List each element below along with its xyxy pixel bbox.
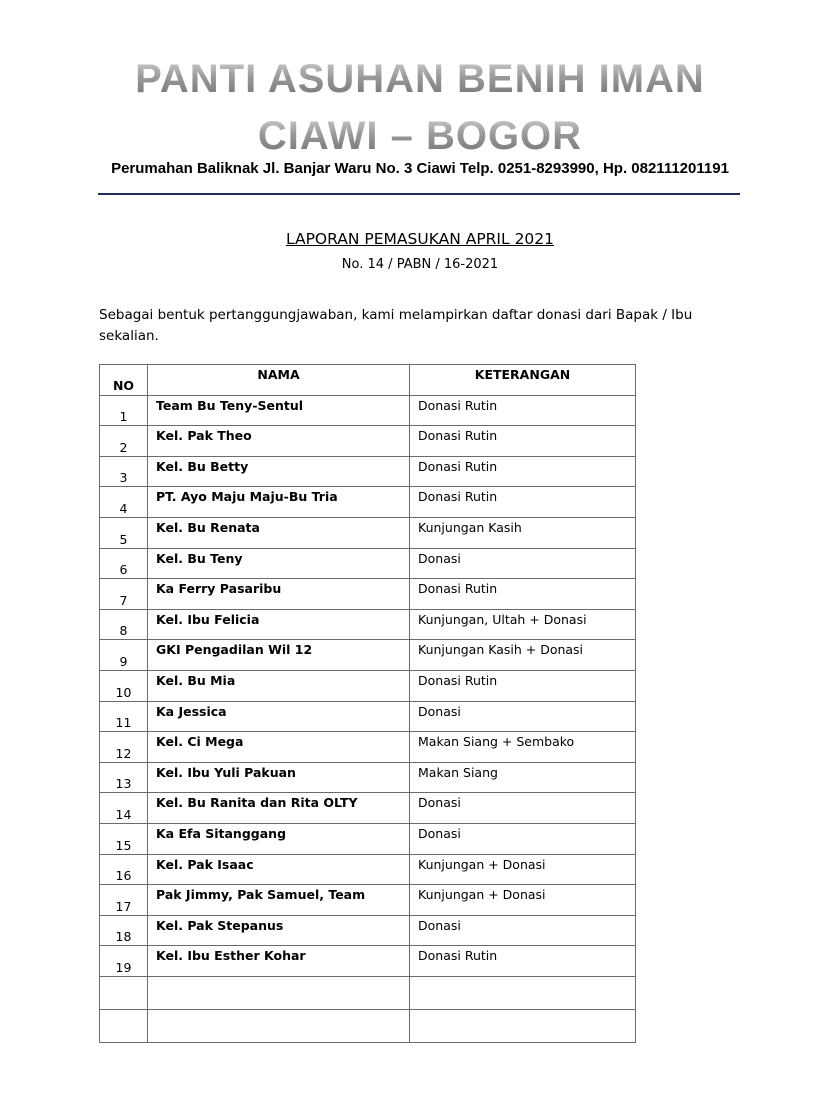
row-nama bbox=[148, 1009, 410, 1042]
row-nama: Kel. Bu Betty bbox=[148, 456, 410, 487]
row-nama bbox=[148, 976, 410, 1009]
row-keterangan: Donasi bbox=[410, 701, 636, 732]
report-title: LAPORAN PEMASUKAN APRIL 2021 bbox=[285, 230, 555, 248]
row-number: 14 bbox=[100, 793, 148, 824]
row-keterangan bbox=[410, 976, 636, 1009]
row-keterangan: Donasi bbox=[410, 823, 636, 854]
row-number bbox=[100, 976, 148, 1009]
row-number: 15 bbox=[100, 823, 148, 854]
header-no: NO bbox=[100, 365, 148, 396]
row-nama: Kel. Bu Mia bbox=[148, 670, 410, 701]
table-row bbox=[100, 854, 636, 885]
table-body bbox=[100, 395, 636, 1042]
table-row bbox=[100, 426, 636, 457]
row-keterangan: Donasi Rutin bbox=[410, 456, 636, 487]
row-nama: Kel. Bu Renata bbox=[148, 517, 410, 548]
row-nama: Kel. Pak Stepanus bbox=[148, 915, 410, 946]
header-keterangan: KETERANGAN bbox=[410, 365, 636, 396]
row-keterangan: Donasi Rutin bbox=[410, 426, 636, 457]
table-row bbox=[100, 579, 636, 610]
row-keterangan: Makan Siang + Sembako bbox=[410, 732, 636, 763]
row-number: 2 bbox=[100, 426, 148, 457]
table-row bbox=[100, 946, 636, 977]
table-row bbox=[100, 670, 636, 701]
table-row bbox=[100, 732, 636, 763]
row-number: 7 bbox=[100, 579, 148, 610]
table-row bbox=[100, 395, 636, 426]
row-number: 13 bbox=[100, 762, 148, 793]
row-number: 5 bbox=[100, 517, 148, 548]
row-keterangan: Donasi Rutin bbox=[410, 395, 636, 426]
donation-table bbox=[99, 364, 636, 1043]
letterhead-title-line-2: CIAWI – BOGOR bbox=[0, 113, 840, 159]
row-number: 12 bbox=[100, 732, 148, 763]
row-nama: Pak Jimmy, Pak Samuel, Team bbox=[148, 885, 410, 916]
table-row bbox=[100, 609, 636, 640]
row-number: 4 bbox=[100, 487, 148, 518]
row-keterangan: Kunjungan Kasih bbox=[410, 517, 636, 548]
row-keterangan: Donasi Rutin bbox=[410, 946, 636, 977]
header-nama: NAMA bbox=[148, 365, 410, 396]
table-row bbox=[100, 456, 636, 487]
row-number: 11 bbox=[100, 701, 148, 732]
table-row bbox=[100, 487, 636, 518]
table-row bbox=[100, 976, 636, 1009]
row-number: 9 bbox=[100, 640, 148, 671]
table-row bbox=[100, 517, 636, 548]
row-number: 1 bbox=[100, 395, 148, 426]
letterhead-title-line-1: PANTI ASUHAN BENIH IMAN bbox=[0, 56, 840, 102]
intro-paragraph: Sebagai bentuk pertanggungjawaban, kami melampirkan daftar donasi dari Bapak / Ibu sekalian. bbox=[99, 307, 693, 344]
row-nama: Kel. Bu Ranita dan Rita OLTY bbox=[148, 793, 410, 824]
row-number: 16 bbox=[100, 854, 148, 885]
row-number: 6 bbox=[100, 548, 148, 579]
row-keterangan: Kunjungan + Donasi bbox=[410, 854, 636, 885]
row-nama: PT. Ayo Maju Maju-Bu Tria bbox=[148, 487, 410, 518]
table-row bbox=[100, 1009, 636, 1042]
letterhead-address: Perumahan Baliknak Jl. Banjar Waru No. 3 Ciawi Telp. 0251-8293990, Hp. 082111201191 bbox=[111, 160, 729, 177]
row-nama: Kel. Pak Isaac bbox=[148, 854, 410, 885]
row-keterangan: Kunjungan Kasih + Donasi bbox=[410, 640, 636, 671]
row-nama: Kel. Ci Mega bbox=[148, 732, 410, 763]
row-keterangan: Kunjungan, Ultah + Donasi bbox=[410, 609, 636, 640]
row-nama: Kel. Ibu Yuli Pakuan bbox=[148, 762, 410, 793]
row-keterangan: Donasi Rutin bbox=[410, 670, 636, 701]
row-keterangan: Kunjungan + Donasi bbox=[410, 885, 636, 916]
table-row bbox=[100, 915, 636, 946]
row-keterangan: Donasi bbox=[410, 915, 636, 946]
row-keterangan: Donasi bbox=[410, 793, 636, 824]
row-nama: Team Bu Teny-Sentul bbox=[148, 395, 410, 426]
table-row bbox=[100, 640, 636, 671]
table-row bbox=[100, 793, 636, 824]
row-nama: Kel. Pak Theo bbox=[148, 426, 410, 457]
table-header-row bbox=[100, 365, 636, 396]
row-keterangan: Donasi Rutin bbox=[410, 487, 636, 518]
row-nama: Ka Efa Sitanggang bbox=[148, 823, 410, 854]
row-number: 18 bbox=[100, 915, 148, 946]
row-nama: Ka Jessica bbox=[148, 701, 410, 732]
row-keterangan: Makan Siang bbox=[410, 762, 636, 793]
row-number: 3 bbox=[100, 456, 148, 487]
row-number: 8 bbox=[100, 609, 148, 640]
row-nama: GKI Pengadilan Wil 12 bbox=[148, 640, 410, 671]
row-nama: Kel. Bu Teny bbox=[148, 548, 410, 579]
letterhead-divider bbox=[98, 193, 740, 195]
table-row bbox=[100, 823, 636, 854]
table-row bbox=[100, 885, 636, 916]
row-keterangan bbox=[410, 1009, 636, 1042]
table-row bbox=[100, 701, 636, 732]
row-keterangan: Donasi Rutin bbox=[410, 579, 636, 610]
row-nama: Kel. Ibu Esther Kohar bbox=[148, 946, 410, 977]
row-number: 10 bbox=[100, 670, 148, 701]
row-number bbox=[100, 1009, 148, 1042]
report-number: No. 14 / PABN / 16-2021 bbox=[341, 257, 499, 272]
row-number: 19 bbox=[100, 946, 148, 977]
row-keterangan: Donasi bbox=[410, 548, 636, 579]
row-number: 17 bbox=[100, 885, 148, 916]
table-row bbox=[100, 548, 636, 579]
row-nama: Ka Ferry Pasaribu bbox=[148, 579, 410, 610]
row-nama: Kel. Ibu Felicia bbox=[148, 609, 410, 640]
table-row bbox=[100, 762, 636, 793]
